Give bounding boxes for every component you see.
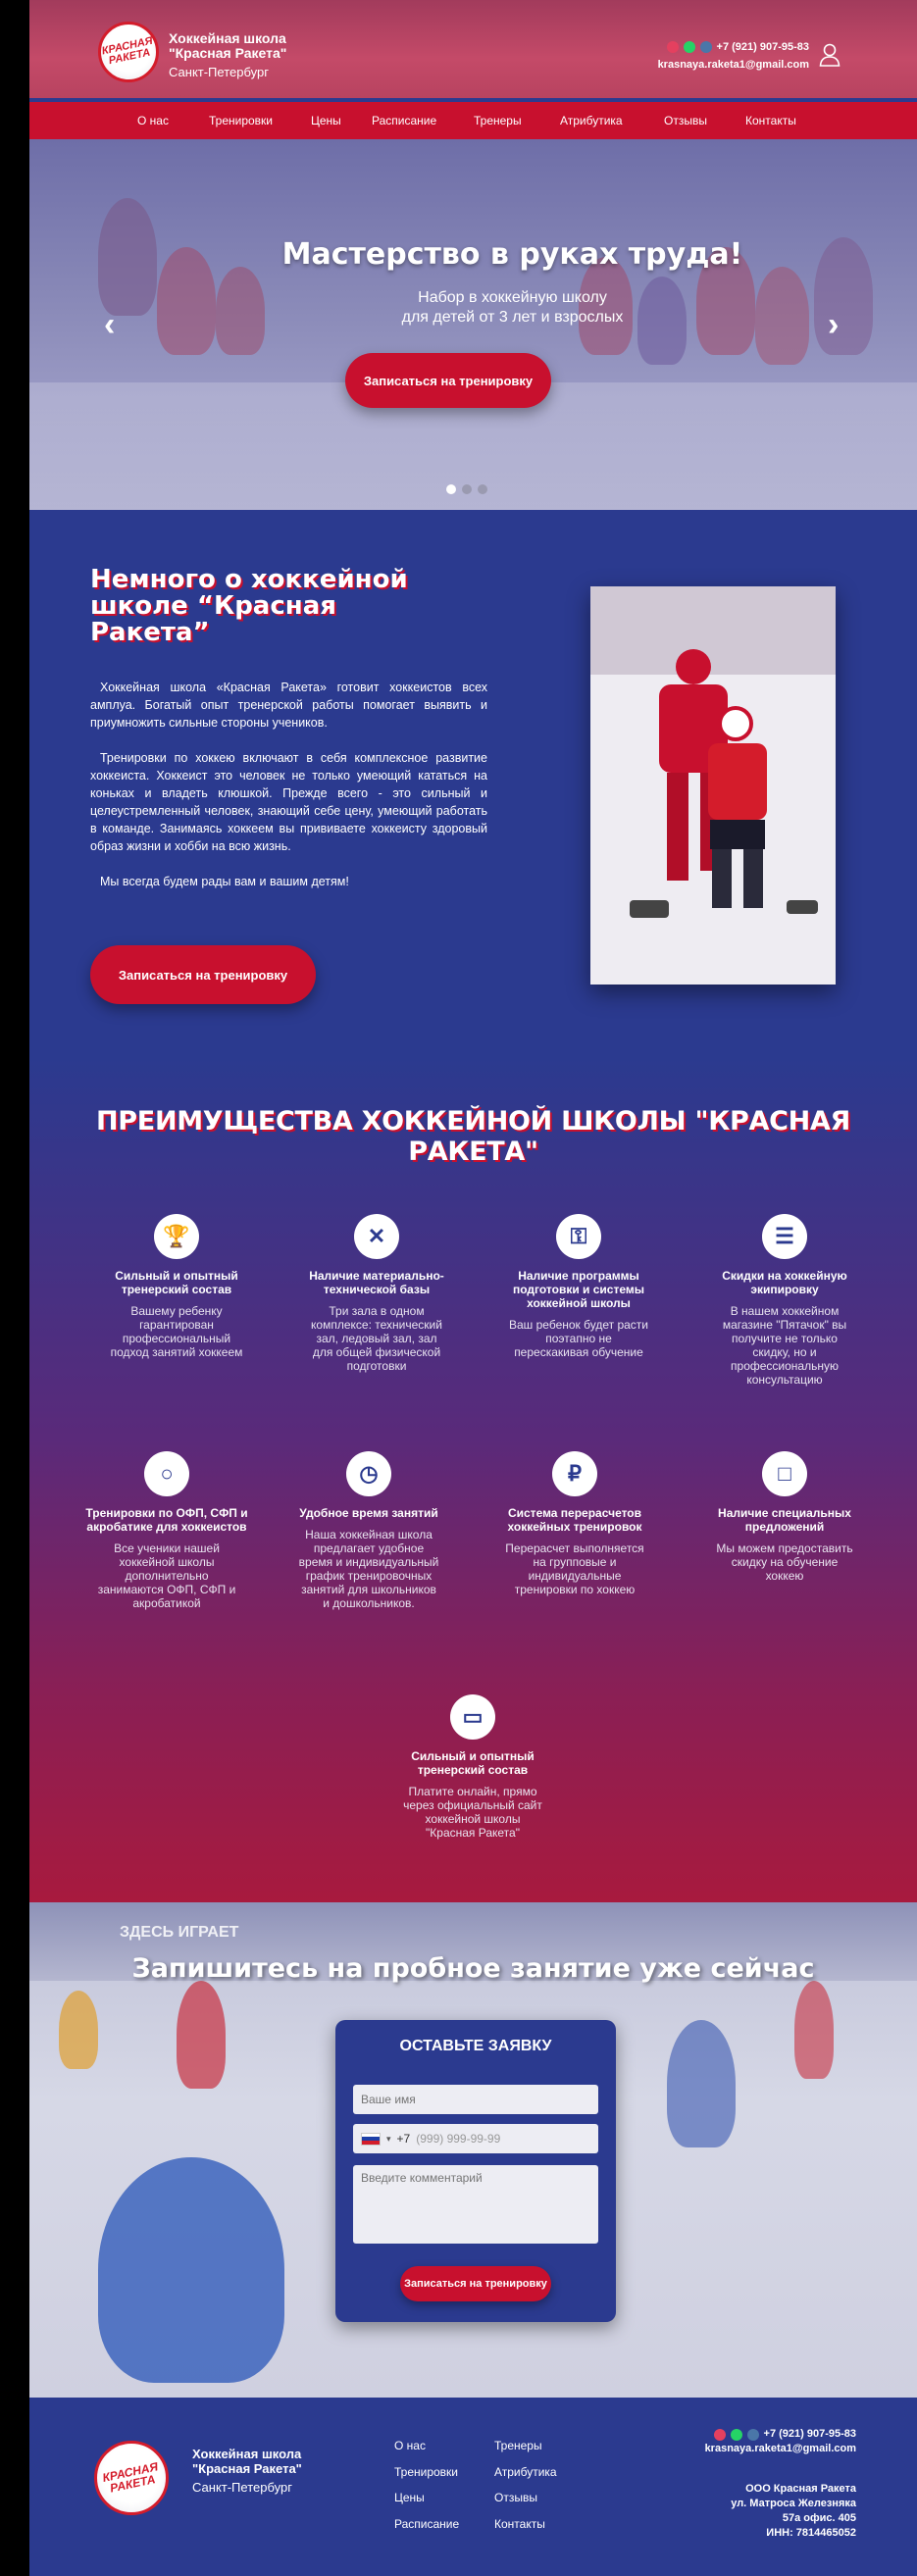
footer-logo-text: КРАСНАЯ РАКЕТА — [101, 2459, 160, 2496]
advantage-text: Вашему ребенку гарантирован профессиональный подход занятий хоккеем — [110, 1304, 243, 1359]
logo-text: КРАСНАЯ РАКЕТА — [100, 34, 154, 68]
footer-company: ООО Красная Ракета — [745, 2483, 856, 2495]
advantage-card — [486, 1451, 663, 1596]
advantage-title: Сильный и опытный тренерский состав — [411, 1749, 535, 1777]
footer — [29, 2398, 917, 2576]
background-player — [59, 1991, 98, 2069]
city: Санкт-Петербург — [169, 65, 269, 79]
footer-office: 57а офис. 405 — [782, 2512, 856, 2524]
about-paragraph: Тренировки по хоккею включают в себя комплексное развитие хоккеиста. Хоккеист это человек не только умеющий кататься на коньках и владеть клюшкой. Прежде всего - это сильный и целеустремленный человек, знающий себе цену, умеющий работать в команде. Занимаясь хоккеем вы прививаете хоккеисту здоровый образ жизни и хобби на всю жизнь. — [90, 751, 487, 853]
hero-signup-button[interactable]: Записаться на тренировку — [345, 353, 551, 408]
trial-section — [29, 1902, 917, 2398]
name-input[interactable] — [353, 2085, 598, 2114]
user-account-icon[interactable] — [819, 43, 841, 67]
footer-link-prices[interactable]: Цены — [394, 2491, 425, 2504]
advantage-text: Перерасчет выполняется на групповые и индивидуальные тренировки по хоккею — [505, 1541, 644, 1596]
advantage-text: В нашем хоккейном магазине "Пятачок" вы получите не только скидку, но и профессиональную консультацию — [722, 1304, 847, 1387]
footer-nav-col1 — [394, 2439, 459, 2543]
nav-item-trainings[interactable]: Тренировки — [209, 114, 274, 127]
hockey-player-icon: ⚿ — [556, 1214, 601, 1259]
advantages-section — [29, 1059, 917, 1902]
about-section — [29, 510, 917, 1059]
nav-item-prices[interactable]: Цены — [311, 114, 341, 127]
school-name: Хоккейная школа "Красная Ракета" — [169, 30, 287, 61]
main-nav — [29, 102, 917, 139]
comment-textarea[interactable] — [353, 2165, 598, 2244]
footer-logo[interactable] — [94, 2441, 169, 2515]
nav-item-contacts[interactable]: Контакты — [745, 114, 796, 127]
hero-subtitle-line1: Набор в хоккейную школу — [418, 289, 607, 306]
page — [29, 0, 917, 2576]
advantage-title: Удобное время занятий — [299, 1506, 438, 1520]
footer-contacts — [705, 2427, 856, 2541]
background-player — [98, 2157, 284, 2383]
footer-email[interactable]: krasnaya.raketa1@gmail.com — [704, 2443, 856, 2454]
advantage-text: Наша хоккейная школа предлагает удобное время и индивидуальный график тренировочных занятий для школьников и дошкольников. — [298, 1528, 439, 1610]
nav-item-schedule[interactable]: Расписание — [372, 114, 437, 127]
card-payment-icon: ▭ — [450, 1694, 495, 1740]
background-player — [667, 2020, 736, 2147]
about-paragraph: Мы всегда будем рады вам и вашим детям! — [100, 875, 349, 888]
hero-subtitle-line2: для детей от 3 лет и взрослых — [401, 309, 624, 326]
footer-city: Санкт-Петербург — [192, 2480, 292, 2495]
advantage-title: Наличие специальных предложений — [718, 1506, 851, 1534]
header-phone[interactable]: +7 (921) 907-95-83 — [716, 41, 809, 53]
advantages-title: ПРЕИМУЩЕСТВА ХОККЕЙНОЙ ШКОЛЫ "КРАСНАЯ РАКЕТА" — [96, 1106, 850, 1167]
footer-link-contacts[interactable]: Контакты — [494, 2516, 545, 2531]
trophy-icon: 🏆 — [154, 1214, 199, 1259]
advantage-text: Все ученики нашей хоккейной школы дополнительно занимаются ОФП, СФП и акробатикой — [97, 1541, 236, 1610]
about-photo — [590, 586, 836, 985]
footer-nav-col2 — [494, 2439, 557, 2543]
footer-phone[interactable]: +7 (921) 907-95-83 — [763, 2428, 856, 2440]
russia-flag-icon[interactable] — [361, 2133, 381, 2146]
phone-prefix: +7 — [396, 2132, 411, 2146]
about-text — [90, 679, 487, 908]
footer-link-coaches[interactable]: Тренеры — [494, 2439, 542, 2452]
background-player — [177, 1981, 226, 2089]
nav-item-merch[interactable]: Атрибутика — [560, 114, 623, 127]
footer-link-reviews[interactable]: Отзывы — [494, 2491, 537, 2504]
advantage-text: Мы можем предоставить скидку на обучение хоккею — [716, 1541, 853, 1583]
advantage-card — [490, 1214, 667, 1359]
about-signup-button[interactable]: Записаться на тренировку — [90, 945, 316, 1004]
instagram-icon[interactable] — [714, 2429, 726, 2441]
whatsapp-icon[interactable] — [684, 41, 695, 53]
slider-dots — [446, 484, 487, 494]
phone-placeholder: (999) 999-99-99 — [416, 2132, 501, 2146]
advantage-title: Система перерасчетов хоккейных тренировок — [507, 1506, 642, 1534]
about-title: Немного о хоккейной школе “Красная Ракета” — [90, 565, 408, 647]
advantage-card — [384, 1694, 561, 1840]
header — [29, 0, 917, 98]
banner-text: ЗДЕСЬ ИГРАЕТ — [120, 1924, 239, 1941]
hockey-training-illustration — [590, 586, 836, 985]
slider-next-icon[interactable]: › — [828, 306, 840, 343]
footer-link-trainings[interactable]: Тренировки — [394, 2464, 459, 2479]
advantage-text: Три зала в одном комплексе: технический зал, ледовый зал, зал для общей физической подготовки — [311, 1304, 442, 1373]
slider-prev-icon[interactable]: ‹ — [104, 306, 116, 343]
jersey-icon: ☰ — [762, 1214, 807, 1259]
trial-title: Запишитесь на пробное занятие уже сейчас — [131, 1953, 815, 1984]
whistle-icon: ○ — [144, 1451, 189, 1496]
about-paragraph: Хоккейная школа «Красная Ракета» готовит хоккеистов всех амплуа. Богатый опыт тренерской работы помогает выявить и приумножить сильные стороны учеников. — [90, 681, 487, 730]
vk-icon[interactable] — [700, 41, 712, 53]
advantage-title: Наличие программы подготовки и системы хоккейной школы — [512, 1269, 644, 1310]
slider-dot[interactable] — [462, 484, 472, 494]
hero-slider — [29, 139, 917, 510]
footer-link-about[interactable]: О нас — [394, 2439, 426, 2452]
header-contacts — [658, 41, 809, 71]
advantage-title: Сильный и опытный тренерский состав — [115, 1269, 238, 1296]
clock-icon: ◷ — [346, 1451, 391, 1496]
form-title: ОСТАВЬТЕ ЗАЯВКУ — [399, 2038, 552, 2054]
ruble-refresh-icon: ₽ — [552, 1451, 597, 1496]
slider-dot[interactable] — [478, 484, 487, 494]
advantage-card — [280, 1451, 457, 1610]
footer-inn: ИНН: 7814465052 — [766, 2527, 856, 2539]
advantage-card — [696, 1214, 873, 1387]
form-submit-button[interactable]: Записаться на тренировку — [400, 2266, 551, 2301]
logo[interactable] — [98, 22, 159, 82]
nav-item-coaches[interactable]: Тренеры — [474, 114, 522, 127]
footer-school-name: Хоккейная школа "Красная Ракета" — [192, 2447, 302, 2476]
hero-subtitle — [29, 288, 917, 328]
instagram-icon[interactable] — [667, 41, 679, 53]
advantage-text: Платите онлайн, прямо через официальный сайт хоккейной школы "Красная Ракета" — [403, 1785, 542, 1840]
advantage-title: Скидки на хоккейную экипировку — [722, 1269, 847, 1296]
slider-dot[interactable] — [446, 484, 456, 494]
phone-field[interactable] — [353, 2124, 598, 2153]
advantage-card — [88, 1214, 265, 1359]
footer-link-merch[interactable]: Атрибутика — [494, 2464, 557, 2479]
advantage-card — [78, 1451, 255, 1610]
advantage-card — [696, 1451, 873, 1583]
nav-item-about[interactable]: О нас — [137, 114, 169, 127]
background-player — [794, 1981, 834, 2079]
advantage-title: Наличие материально-технической базы — [309, 1269, 444, 1296]
advantage-card — [288, 1214, 465, 1373]
hockey-sticks-icon: ✕ — [354, 1214, 399, 1259]
advantage-title: Тренировки по ОФП, СФП и акробатике для хоккеистов — [85, 1506, 248, 1534]
whatsapp-icon[interactable] — [731, 2429, 742, 2441]
nav-item-reviews[interactable]: Отзывы — [664, 114, 707, 127]
application-form — [335, 2020, 616, 2322]
gift-icon: □ — [762, 1451, 807, 1496]
header-email[interactable]: krasnaya.raketa1@gmail.com — [657, 59, 809, 71]
vk-icon[interactable] — [747, 2429, 759, 2441]
advantage-text: Ваш ребенок будет расти поэтапно не перескакивая обучение — [508, 1318, 648, 1359]
country-dropdown-icon[interactable]: ▾ — [386, 2133, 391, 2144]
hero-title: Мастерство в руках труда! — [281, 237, 743, 272]
footer-street: ул. Матроса Железняка — [731, 2498, 856, 2509]
footer-link-schedule[interactable]: Расписание — [394, 2516, 460, 2531]
